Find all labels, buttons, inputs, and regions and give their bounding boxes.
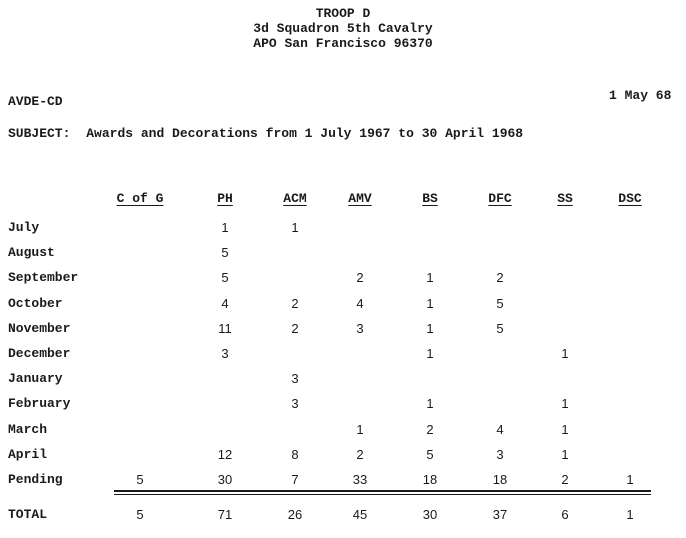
subject-line	[8, 126, 523, 141]
table-cell: 5	[426, 447, 434, 462]
table-cell: 12	[217, 447, 233, 462]
table-cell: 1	[561, 346, 569, 361]
table-cell: 5	[496, 321, 504, 336]
table-cell: 1	[291, 220, 299, 235]
squadron-name: 3d Squadron 5th Cavalry	[253, 21, 433, 36]
table-cell: 1	[426, 296, 434, 311]
table-cell: 2	[496, 270, 504, 285]
subject-text: Awards and Decorations from 1 July 1967 to 30 April 1968	[86, 126, 524, 141]
table-cell: 3	[221, 346, 229, 361]
table-cell: 1	[561, 396, 569, 411]
table-cell: 33	[352, 472, 368, 487]
total-rule-secondary	[114, 494, 651, 495]
table-cell: 3	[291, 396, 299, 411]
table-cell: 3	[291, 371, 299, 386]
column-header: AMV	[348, 191, 372, 206]
table-cell: 37	[492, 507, 508, 522]
table-cell: 1	[426, 346, 434, 361]
table-cell: 1	[426, 270, 434, 285]
row-label: TOTAL	[8, 507, 48, 522]
column-header: DSC	[618, 191, 642, 206]
row-label: March	[8, 422, 48, 437]
table-cell: 2	[426, 422, 434, 437]
row-label: December	[8, 346, 71, 361]
table-cell: 71	[217, 507, 233, 522]
row-label: October	[8, 296, 63, 311]
table-cell: 2	[561, 472, 569, 487]
table-cell: 2	[291, 296, 299, 311]
apo-address: APO San Francisco 96370	[253, 36, 433, 51]
table-cell: 1	[626, 507, 634, 522]
table-cell: 1	[426, 396, 434, 411]
table-cell: 1	[356, 422, 364, 437]
table-cell: 1	[626, 472, 634, 487]
table-cell: 5	[496, 296, 504, 311]
column-header: C of G	[116, 191, 164, 206]
table-cell: 4	[496, 422, 504, 437]
table-cell: 30	[422, 507, 438, 522]
column-header: ACM	[283, 191, 307, 206]
table-cell: 1	[561, 422, 569, 437]
table-cell: 2	[356, 270, 364, 285]
total-rule	[114, 490, 651, 492]
row-label: September	[8, 270, 79, 285]
table-cell: 8	[291, 447, 299, 462]
table-cell: 3	[496, 447, 504, 462]
table-cell: 11	[218, 321, 232, 336]
table-cell: 2	[291, 321, 299, 336]
table-cell: 3	[356, 321, 364, 336]
table-cell: 5	[221, 270, 229, 285]
row-label: Pending	[8, 472, 63, 487]
row-label: November	[8, 321, 71, 336]
subject-label: SUBJECT:	[8, 126, 71, 141]
table-cell: 18	[422, 472, 438, 487]
table-cell: 1	[221, 220, 229, 235]
table-cell: 30	[217, 472, 233, 487]
row-label: February	[8, 396, 71, 411]
column-header: SS	[557, 191, 573, 206]
table-cell: 7	[291, 472, 299, 487]
table-cell: 6	[561, 507, 569, 522]
row-label: August	[8, 245, 55, 260]
table-cell: 2	[356, 447, 364, 462]
row-label: April	[8, 447, 48, 462]
reference-code: AVDE-CD	[8, 94, 63, 109]
table-cell: 5	[136, 507, 144, 522]
table-cell: 1	[561, 447, 569, 462]
column-header: PH	[217, 191, 233, 206]
table-cell: 4	[221, 296, 229, 311]
row-label: July	[8, 220, 40, 235]
unit-name: TROOP D	[315, 6, 371, 21]
table-cell: 4	[356, 296, 364, 311]
table-cell: 5	[136, 472, 144, 487]
column-header: BS	[422, 191, 438, 206]
table-cell: 18	[492, 472, 508, 487]
table-cell: 5	[221, 245, 229, 260]
table-cell: 26	[287, 507, 303, 522]
document-date: 1 May 68	[609, 88, 672, 103]
column-header: DFC	[488, 191, 512, 206]
table-cell: 1	[426, 321, 434, 336]
row-label: January	[8, 371, 63, 386]
table-cell: 45	[352, 507, 368, 522]
